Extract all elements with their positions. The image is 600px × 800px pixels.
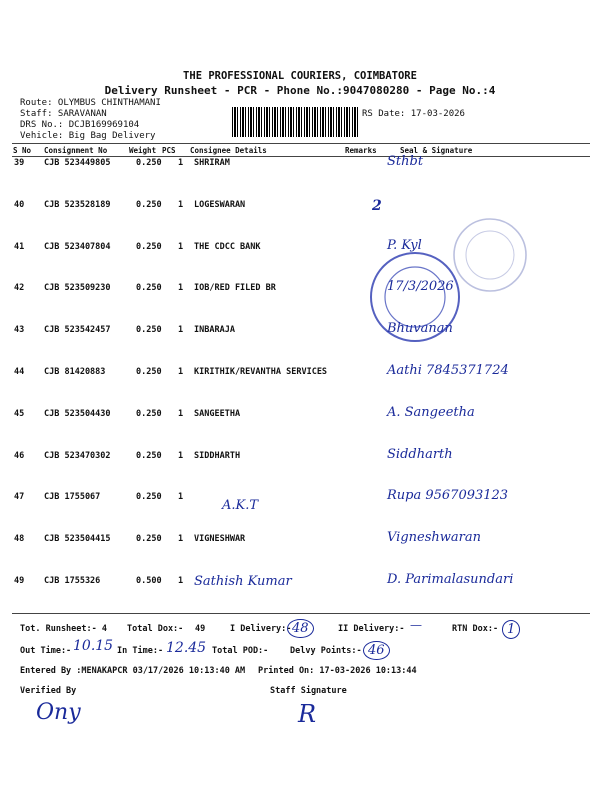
row-pcs: 1	[178, 199, 184, 210]
row-sno: 48	[14, 534, 25, 545]
entered-by: Entered By :MENAKAPCR 03/17/2026 10:13:40 AM	[20, 666, 246, 676]
row-consignment-no: CJB 523528189	[44, 199, 111, 210]
row-consignment-no: CJB 1755326	[44, 576, 101, 586]
row-consignee: SANGEETHA	[194, 408, 241, 419]
row-signature: Sthbt	[387, 154, 424, 169]
row-pcs: 1	[178, 408, 184, 419]
runsheet-title: Delivery Runsheet - PCR - Phone No.:9047080280 - Page No.:4	[104, 84, 496, 97]
table-row	[12, 446, 590, 491]
row-pcs: 1	[178, 241, 184, 252]
i-delivery-value: 48	[287, 617, 314, 638]
row-signature: D. Parimalasundari	[387, 572, 514, 587]
in-time-label: In Time:-	[117, 646, 164, 656]
col-weight: Weight	[129, 146, 157, 155]
total-dox-value: 49	[195, 624, 206, 634]
row-consignment-no: CJB 523470302	[44, 450, 111, 461]
row-weight: 0.250	[136, 283, 162, 294]
bank-seal-stamp	[368, 250, 463, 345]
row-pcs: 1	[178, 576, 184, 586]
out-time-value: 10.15	[73, 638, 114, 654]
table-row	[12, 530, 590, 574]
i-delivery-label: I Delivery:-	[230, 624, 292, 634]
row-signature: Rupa 9567093123	[387, 488, 509, 504]
row-pcs: 1	[178, 492, 184, 503]
row-signature: Bhuvanan	[387, 321, 453, 337]
row-pcs: 1	[178, 367, 184, 377]
row-consignment-no: CJB 523504415	[44, 534, 111, 545]
col-pcs: PCS	[162, 146, 176, 155]
verified-by-label: Verified By	[20, 686, 77, 696]
row-signature: Siddharth	[387, 446, 453, 462]
vehicle: Vehicle: Big Bag Delivery	[20, 131, 156, 141]
row-consignee: KIRITHIK/REVANTHA SERVICES	[194, 367, 328, 377]
table-row	[12, 488, 590, 532]
row-pcs: 1	[178, 325, 184, 336]
row-pcs: 1	[178, 158, 184, 168]
row-consignment-no: CJB 1755067	[44, 492, 101, 503]
in-time-value: 12.45	[166, 640, 207, 656]
row-sno: 45	[14, 408, 25, 419]
row-weight: 0.250	[136, 367, 162, 377]
row-sno: 49	[14, 576, 25, 586]
delvy-points-value: 46	[363, 639, 390, 660]
rule-top	[12, 143, 590, 144]
cdcc-seal-stamp	[450, 215, 530, 295]
out-time-label: Out Time:-	[20, 646, 72, 656]
drs-no: DRS No.: DCJB169969104	[20, 120, 140, 130]
row-sno: 41	[14, 241, 25, 252]
row-weight: 0.250	[136, 450, 162, 461]
col-consignment: Consignment No	[44, 146, 108, 155]
rtn-dox-label: RTN Dox:-	[452, 624, 499, 634]
row-consignee: IOB/RED FILED BR	[194, 283, 276, 294]
row-weight: 0.250	[136, 199, 162, 210]
row-signature: A. Sangeetha	[387, 404, 475, 420]
row-pcs: 1	[178, 450, 184, 461]
row-consignment-no: CJB 523542457	[44, 325, 111, 336]
row-sno: 39	[14, 158, 25, 168]
row-sno: 44	[14, 367, 25, 377]
staff: Staff: SARAVANAN	[20, 109, 107, 119]
staff-handwritten-signature: R	[298, 700, 317, 728]
row-consignee: Sathish Kumar	[194, 574, 292, 589]
row-weight: 0.250	[136, 492, 162, 503]
row-signature: Aathi 7845371724	[387, 363, 509, 378]
row-sno: 43	[14, 325, 25, 336]
row-consignee: SIDDHARTH	[194, 450, 241, 461]
delvy-points-label: Delvy Points:-	[290, 646, 362, 656]
row-weight: 0.250	[136, 241, 162, 252]
row-weight: 0.250	[136, 158, 162, 168]
row-consignee: INBARAJA	[194, 325, 235, 336]
company-title: THE PROFESSIONAL COURIERS, COIMBATORE	[183, 70, 417, 82]
col-consignee: Consignee Details	[190, 146, 267, 155]
table-row	[12, 404, 590, 449]
row-consignment-no: CJB 523504430	[44, 408, 111, 419]
row-consignment-no: CJB 523407804	[44, 241, 111, 252]
ii-delivery-label: II Delivery:-	[338, 624, 405, 634]
row-consignee: VIGNESHWAR	[194, 534, 246, 545]
total-dox-label: Total Dox:-	[127, 624, 184, 634]
ii-delivery-value: —	[410, 618, 422, 632]
verified-signature: Ony	[36, 700, 81, 725]
row-sno: 46	[14, 450, 25, 461]
col-remarks: Remarks	[345, 146, 377, 155]
row-weight: 0.250	[136, 325, 162, 336]
row-pcs: 1	[178, 534, 184, 545]
row-sno: 42	[14, 283, 25, 294]
row-sno: 47	[14, 492, 25, 503]
row-weight: 0.250	[136, 534, 162, 545]
row-consignee: A.K.T	[222, 498, 259, 514]
row-signature: 17/3/2026	[387, 279, 454, 295]
row-weight: 0.500	[136, 576, 162, 586]
row-weight: 0.250	[136, 408, 162, 419]
row-remark: 2	[372, 197, 382, 214]
row-consignee: THE CDCC BANK	[194, 241, 261, 252]
row-signature: Vigneshwaran	[387, 530, 481, 546]
col-sno: S No	[13, 146, 32, 155]
rtn-dox-value: 1	[502, 618, 520, 639]
row-consignee: LOGESWARAN	[194, 199, 246, 210]
barcode	[232, 107, 360, 137]
printed-on: Printed On: 17-03-2026 10:13:44	[258, 666, 417, 676]
row-sno: 40	[14, 199, 25, 210]
row-pcs: 1	[178, 283, 184, 294]
tot-runsheet: Tot. Runsheet:- 4	[20, 624, 107, 634]
row-consignment-no: CJB 523509230	[44, 283, 111, 294]
rule-header	[12, 156, 590, 157]
total-pod-label: Total POD:-	[212, 646, 269, 656]
staff-signature-label: Staff Signature	[270, 686, 347, 696]
row-consignment-no: CJB 81420883	[44, 367, 106, 377]
rs-date: RS Date: 17-03-2026	[362, 109, 465, 119]
row-consignment-no: CJB 523449805	[44, 158, 111, 168]
table-row	[12, 321, 590, 365]
table-row	[12, 572, 590, 616]
row-consignee: SHRIRAM	[194, 158, 230, 168]
row-signature: P. Kyl	[387, 237, 422, 253]
col-seal: Seal & Signature	[400, 146, 473, 155]
route: Route: OLYMBUS CHINTHAMANI	[20, 98, 161, 108]
table-row	[12, 363, 590, 407]
rule-bottom	[12, 613, 590, 614]
table-row	[12, 154, 590, 198]
